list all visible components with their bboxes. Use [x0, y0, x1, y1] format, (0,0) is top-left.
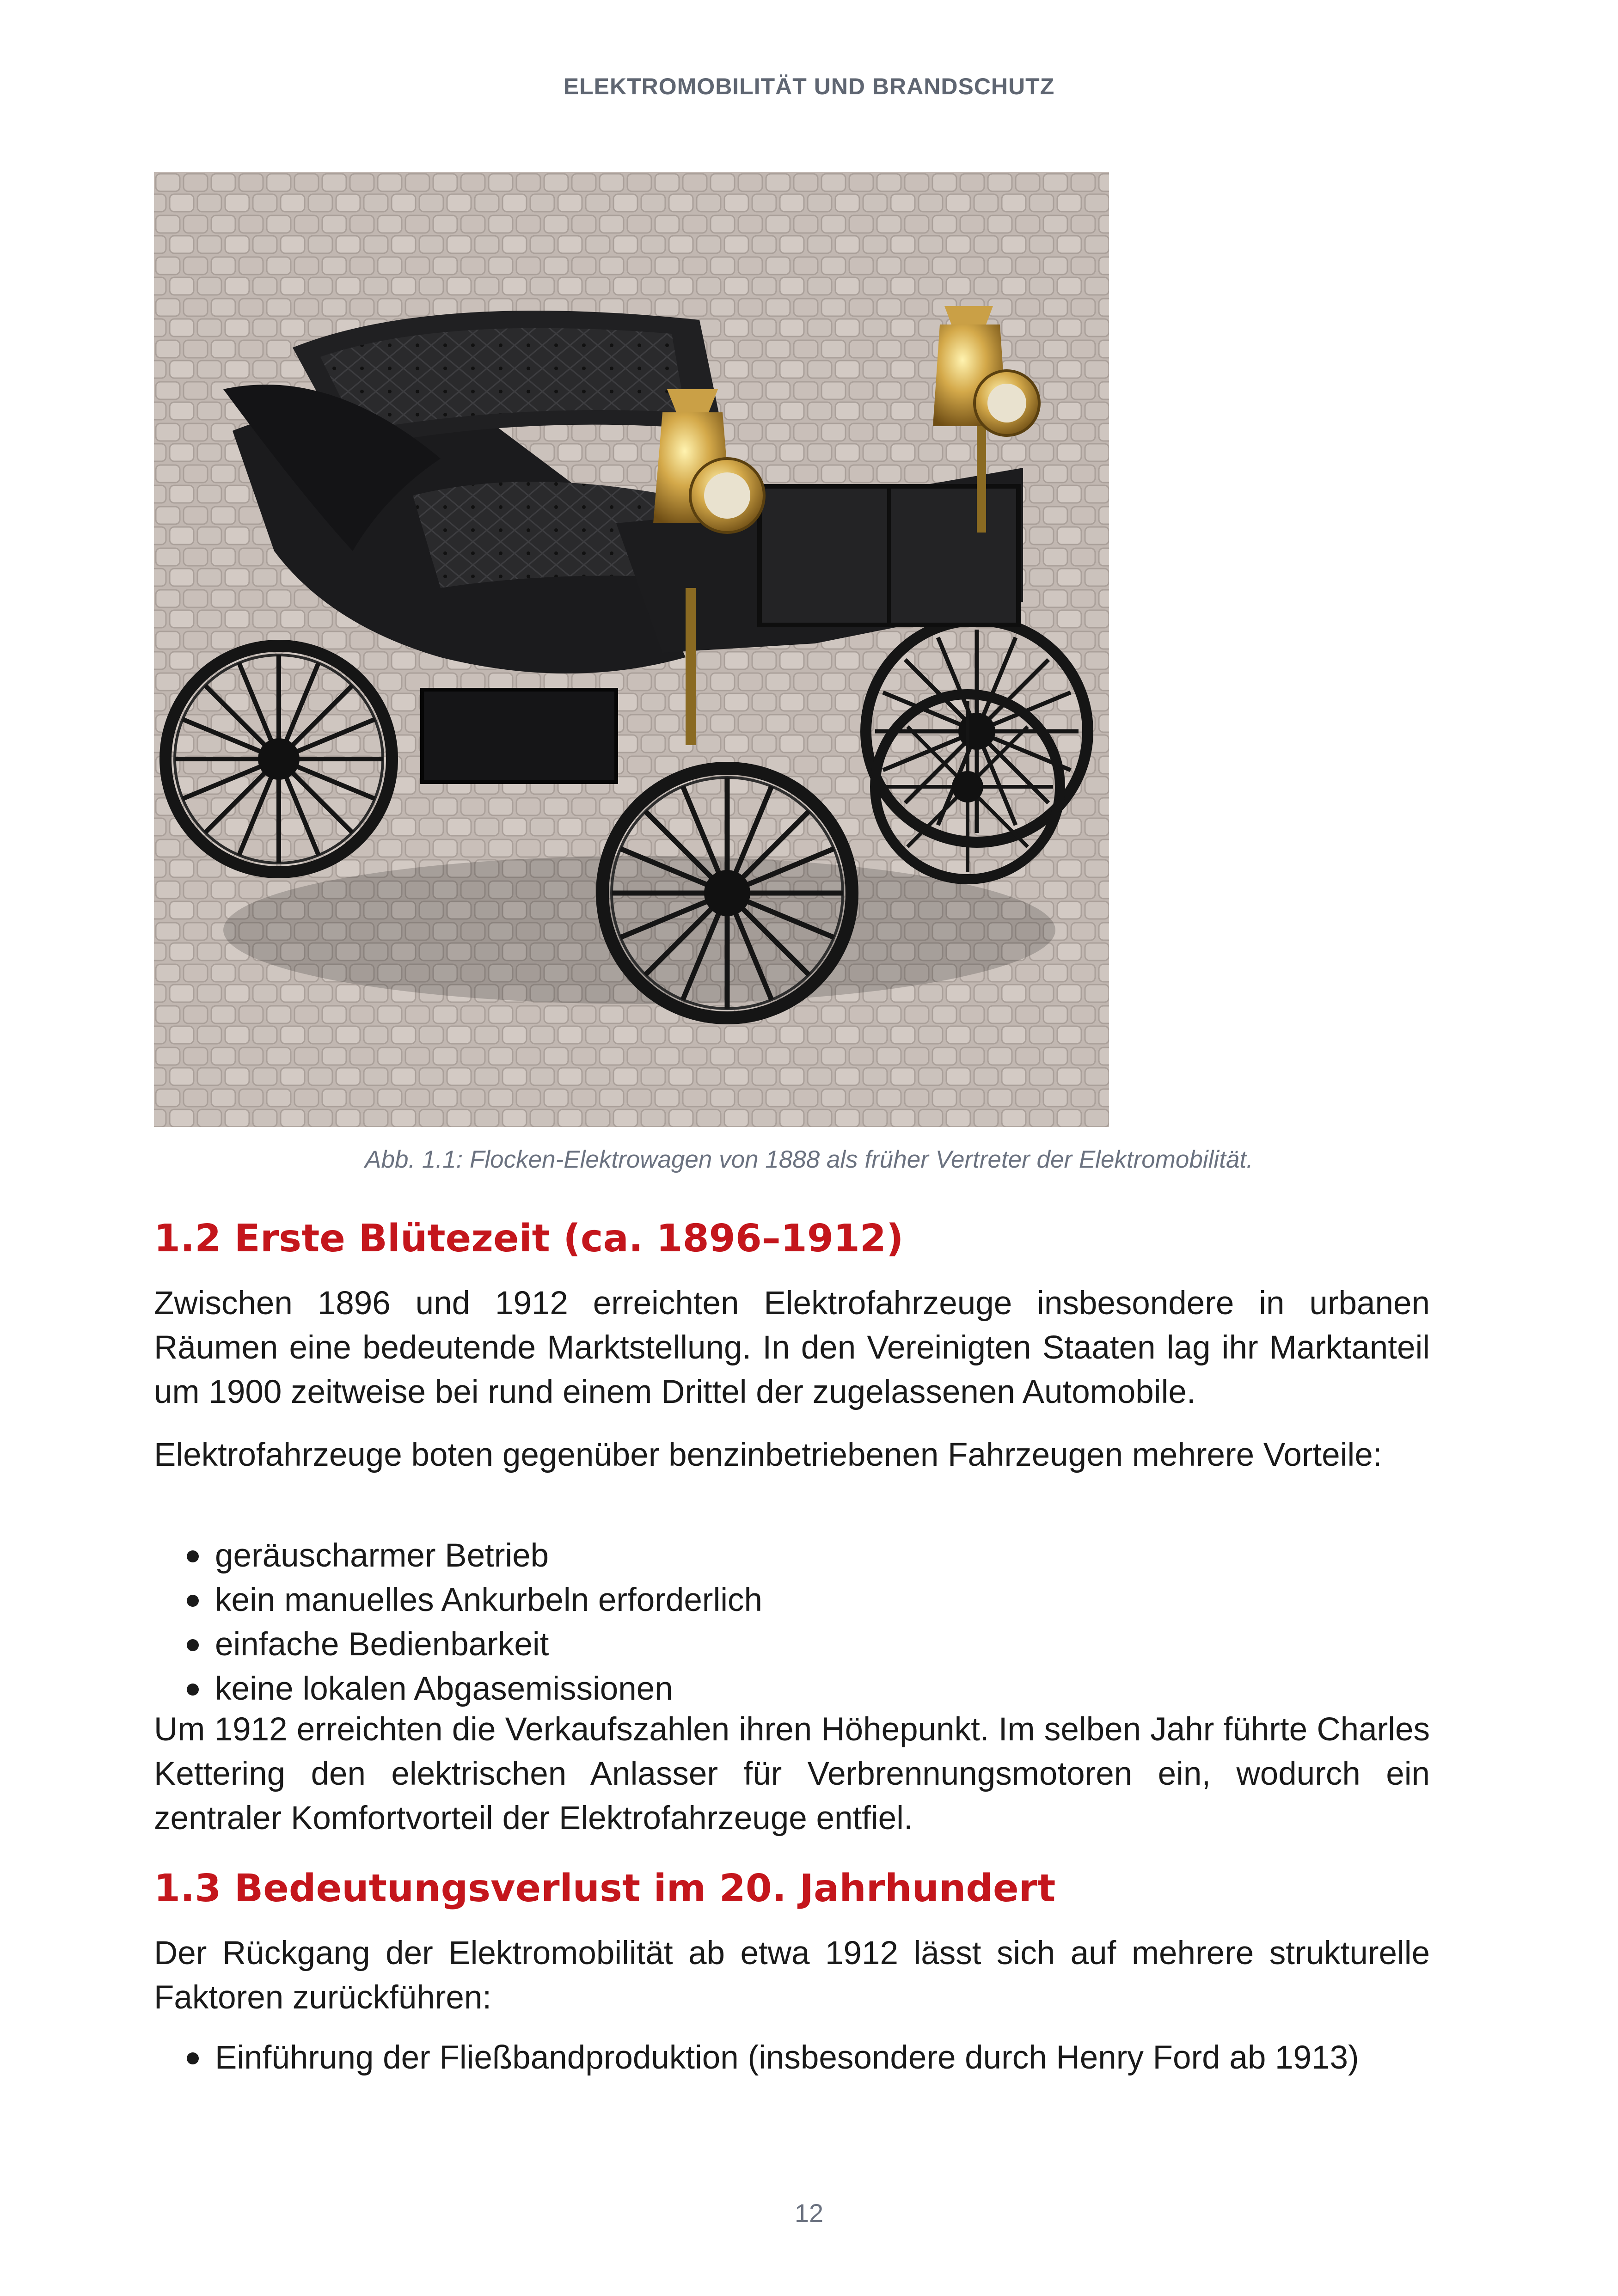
- section-heading-1-3: 1.3 Bedeutungsverlust im 20. Jahrhundert: [154, 1867, 1056, 1910]
- bullet-icon: [187, 2052, 199, 2064]
- page-number: 12: [794, 2198, 824, 2228]
- list-item-text: Einführung der Fließbandproduktion (insbesondere durch Henry Ford ab 1913): [215, 2039, 1359, 2076]
- list-item-text: einfache Bedienbarkeit: [215, 1626, 549, 1663]
- bullet-icon: [187, 1684, 199, 1696]
- section-1-2-paragraph-1: Zwischen 1896 und 1912 erreichten Elektrofahrzeuge insbesondere in urbanen Räumen eine bedeutende Marktstellung. In den Vereinigten Staaten lag ihr Marktanteil um 1900 zeitweise bei rund einem Drittel der zugelassenen Automobile.: [154, 1285, 1430, 1410]
- figure-caption: Abb. 1.1: Flocken-Elektrowagen von 1888 als früher Vertreter der Elektromobilität.: [365, 1146, 1253, 1173]
- section-1-3-paragraph-1: Der Rückgang der Elektromobilität ab etwa 1912 lässt sich auf mehrere strukturelle Faktoren zurückführen:: [154, 1935, 1430, 2016]
- bullet-icon: [187, 1639, 199, 1651]
- list-item: [185, 1534, 762, 1578]
- figure-flocken-elektrowagen-photo: [154, 172, 1109, 1127]
- section-heading-1-2: 1.2 Erste Blütezeit (ca. 1896–1912): [154, 1217, 904, 1261]
- list-item: [185, 1667, 762, 1711]
- decline-factors-bullet-list: [185, 2036, 1359, 2080]
- list-item-text: kein manuelles Ankurbeln erforderlich: [215, 1582, 762, 1618]
- carriage-illustration: [154, 172, 1109, 1127]
- bullet-icon: [187, 1550, 199, 1562]
- list-item: [185, 1623, 762, 1667]
- list-item: [185, 2036, 1359, 2080]
- bullet-icon: [187, 1595, 199, 1607]
- section-1-2-paragraph-3: Um 1912 erreichten die Verkaufszahlen ihren Höhepunkt. Im selben Jahr führte Charles Kettering den elektrischen Anlasser für Verbrennungsmotoren ein, wodurch ein zentraler Komfortvorteil der Elektrofahrzeuge entfiel.: [154, 1711, 1430, 1837]
- section-1-2-paragraph-2: Elektrofahrzeuge boten gegenüber benzinbetriebenen Fahrzeugen mehrere Vorteile:: [154, 1437, 1382, 1473]
- list-item-text: keine lokalen Abgasemissionen: [215, 1671, 673, 1707]
- list-item: [185, 1578, 762, 1623]
- list-item-text: geräuscharmer Betrieb: [215, 1537, 549, 1574]
- advantages-bullet-list: [185, 1534, 762, 1711]
- running-header: ELEKTROMOBILITÄT UND BRANDSCHUTZ: [563, 73, 1055, 99]
